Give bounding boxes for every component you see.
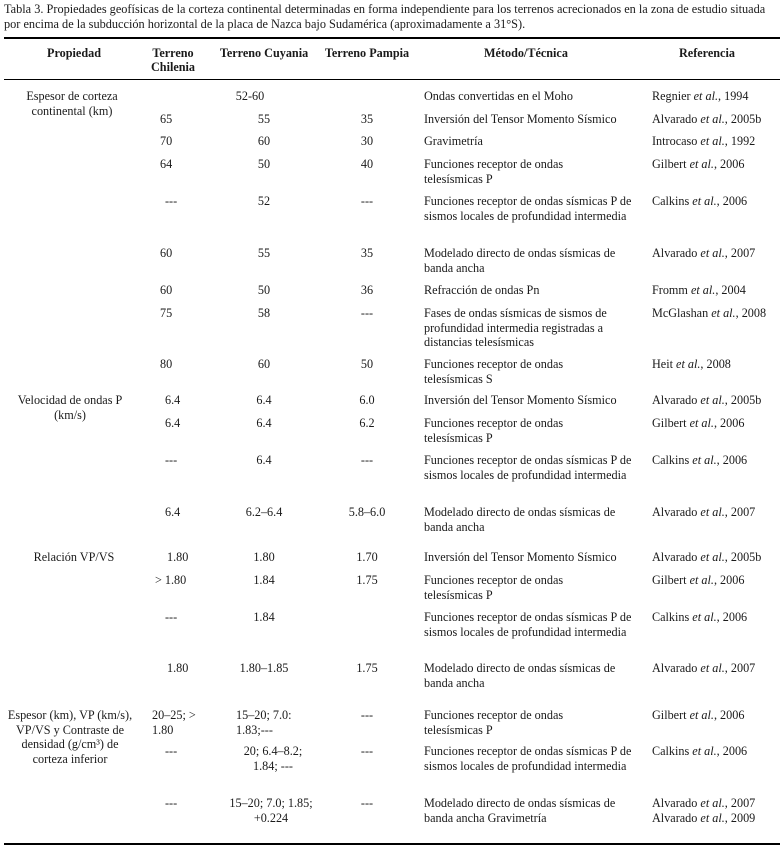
cell-pampia: --- xyxy=(360,744,374,758)
cell-metodo: Funciones receptor de ondas telesísmicas P xyxy=(424,157,564,186)
cell-referencia xyxy=(652,194,780,209)
ref-line xyxy=(652,796,780,811)
cell-cuyania: 6.2–6.4 xyxy=(245,505,283,519)
cell-referencia xyxy=(652,416,780,431)
cell-referencia xyxy=(652,393,780,408)
ref-year: , 2007 xyxy=(724,246,756,260)
cell-chilenia: 65 xyxy=(160,112,173,126)
cell-chilenia: > 1.80 xyxy=(155,573,187,587)
cell-cuyania: 52-60 xyxy=(235,89,265,103)
cell-referencia xyxy=(652,610,780,625)
cell-cuyania: 52 xyxy=(257,194,271,208)
cell-metodo: Inversión del Tensor Momento Sísmico xyxy=(424,112,617,126)
cell-referencia xyxy=(652,550,780,565)
ref-etal: et al. xyxy=(700,393,725,407)
cell-pampia: --- xyxy=(360,453,374,467)
cell-chilenia: 20–25; > 1.80 xyxy=(152,708,196,737)
cell-metodo: Funciones receptor de ondas sísmicas P de sismos locales de profundidad intermedia xyxy=(424,744,632,773)
cell-cuyania: 55 xyxy=(257,246,271,260)
bottom-rule xyxy=(4,843,780,845)
ref-year: , 2008 xyxy=(735,306,767,320)
ref-year: , 2005b xyxy=(724,112,762,126)
cell-chilenia: 60 xyxy=(160,283,173,297)
cell-pampia: 30 xyxy=(360,134,374,148)
cell-metodo: Inversión del Tensor Momento Sísmico xyxy=(424,393,617,407)
ref-author: Calkins xyxy=(652,194,690,208)
ref-author: Alvarado xyxy=(652,112,698,126)
ref-etal: et al. xyxy=(692,194,717,208)
cell-cuyania: 6.4 xyxy=(256,453,272,467)
cell-metodo: Funciones receptor de ondas telesísmicas P xyxy=(424,573,564,602)
cell-referencia xyxy=(652,505,780,520)
ref-author: Alvarado xyxy=(652,393,698,407)
cell-pampia: --- xyxy=(360,796,374,810)
cell-metodo: Funciones receptor de ondas telesísmicas P xyxy=(424,708,564,737)
cell-metodo: Fases de ondas sísmicas de sismos de profundidad intermedia registradas a distancias telesísmicas xyxy=(424,306,607,349)
cell-pampia: 35 xyxy=(360,246,374,260)
cell-pampia: 35 xyxy=(360,112,374,126)
ref-author: Alvarado xyxy=(652,810,698,825)
ref-author: Fromm xyxy=(652,283,688,297)
ref-year: , 2006 xyxy=(713,157,745,171)
ref-author: Heit xyxy=(652,357,673,371)
cell-cuyania: 58 xyxy=(257,306,271,320)
cell-chilenia: --- xyxy=(165,453,178,467)
header-rule xyxy=(4,79,780,80)
cell-cuyania: 6.4 xyxy=(256,416,272,430)
ref-etal: et al. xyxy=(700,246,725,260)
cell-chilenia: --- xyxy=(165,744,178,758)
cell-referencia xyxy=(652,157,780,172)
ref-year: , 2007 xyxy=(724,796,756,810)
cell-referencia xyxy=(652,112,780,127)
cell-cuyania: 15–20; 7.0: 1.83;--- xyxy=(236,708,292,737)
ref-year: , 2005b xyxy=(724,550,762,564)
cell-chilenia: 80 xyxy=(160,357,173,371)
ref-etal: et al. xyxy=(693,89,719,103)
ref-etal: et al. xyxy=(676,357,701,371)
ref-author: Calkins xyxy=(652,610,690,624)
cell-metodo: Funciones receptor de ondas telesísmicas S xyxy=(424,357,564,386)
ref-etal: et al. xyxy=(689,708,714,722)
cell-metodo: Modelado directo de ondas sísmicas de banda ancha Gravimetría xyxy=(424,796,616,825)
cell-metodo: Funciones receptor de ondas sísmicas P de sismos locales de profundidad intermedia xyxy=(424,610,632,639)
ref-etal: et al. xyxy=(689,573,714,587)
cell-pampia: 6.0 xyxy=(359,393,375,407)
ref-etal: et al. xyxy=(692,744,717,758)
cell-chilenia: 1.80 xyxy=(167,661,189,675)
top-rule xyxy=(4,37,780,39)
ref-year: , 2007 xyxy=(724,661,756,675)
ref-year: , 2009 xyxy=(724,810,756,825)
ref-etal: et al. xyxy=(700,112,725,126)
ref-year: , 2006 xyxy=(716,194,748,208)
cell-pampia: --- xyxy=(360,194,374,208)
ref-author: Gilbert xyxy=(652,157,687,171)
cell-metodo: Inversión del Tensor Momento Sísmico xyxy=(424,550,617,564)
property-espesor: Espesor de corteza continental (km) xyxy=(26,89,118,118)
cell-referencia xyxy=(652,744,780,759)
cell-referencia xyxy=(652,573,780,588)
cell-cuyania: 6.4 xyxy=(256,393,272,407)
cell-chilenia: --- xyxy=(165,194,178,208)
ref-year: , 2007 xyxy=(724,505,756,519)
ref-etal: et al. xyxy=(700,505,725,519)
cell-chilenia: 64 xyxy=(160,157,173,171)
cell-chilenia: 6.4 xyxy=(165,505,181,519)
cell-metodo: Refracción de ondas Pn xyxy=(424,283,540,297)
cell-metodo: Modelado directo de ondas sísmicas de banda ancha xyxy=(424,246,616,275)
cell-pampia: 1.70 xyxy=(356,550,378,564)
property-corteza-inferior: Espesor (km), VP (km/s), VP/VS y Contraste de densidad (g/cm³) de corteza inferior xyxy=(7,708,133,766)
ref-year: , 2006 xyxy=(716,744,748,758)
ref-etal: et al. xyxy=(700,796,725,810)
cell-referencia xyxy=(652,708,780,723)
ref-etal: et al. xyxy=(692,453,717,467)
header-chilenia: Terreno Chilenia xyxy=(150,46,196,74)
cell-cuyania: 60 xyxy=(257,134,271,148)
cell-pampia: 6.2 xyxy=(359,416,375,430)
ref-author: McGlashan xyxy=(652,306,709,320)
header-cuyania: Terreno Cuyania xyxy=(219,46,309,60)
cell-metodo: Funciones receptor de ondas sísmicas P de sismos locales de profundidad intermedia xyxy=(424,194,632,223)
cell-cuyania: 1.84 xyxy=(253,573,275,587)
cell-referencia xyxy=(652,134,780,149)
cell-cuyania: 15–20; 7.0; 1.85; +0.224 xyxy=(229,796,313,825)
cell-metodo: Gravimetría xyxy=(424,134,483,148)
ref-year: , 2008 xyxy=(700,357,731,371)
cell-referencia xyxy=(652,357,780,372)
cell-chilenia: 6.4 xyxy=(165,416,181,430)
ref-etal: et al. xyxy=(700,810,725,825)
ref-author: Regnier xyxy=(652,89,691,103)
cell-chilenia: 70 xyxy=(160,134,173,148)
cell-metodo: Funciones receptor de ondas sísmicas P de sismos locales de profundidad intermedia xyxy=(424,453,632,482)
cell-chilenia: --- xyxy=(165,610,178,624)
cell-chilenia: 1.80 xyxy=(167,550,189,564)
ref-author: Alvarado xyxy=(652,246,698,260)
cell-referencia xyxy=(652,453,780,468)
ref-year: , 2004 xyxy=(715,283,746,297)
cell-chilenia: 75 xyxy=(160,306,173,320)
ref-author: Gilbert xyxy=(652,573,687,587)
header-metodo: Método/Técnica xyxy=(484,46,568,60)
ref-year: , 1994 xyxy=(718,89,749,103)
ref-etal: et al. xyxy=(692,610,717,624)
ref-author: Calkins xyxy=(652,744,690,758)
ref-etal: et al. xyxy=(700,550,725,564)
ref-etal: et al. xyxy=(700,661,725,675)
cell-chilenia: 60 xyxy=(160,246,173,260)
ref-author: Alvarado xyxy=(652,796,698,810)
cell-metodo: Ondas convertidas en el Moho xyxy=(424,89,573,103)
ref-year: , 2006 xyxy=(713,416,745,430)
cell-chilenia: 6.4 xyxy=(165,393,181,407)
cell-referencia xyxy=(652,796,780,825)
cell-cuyania: 1.84 xyxy=(253,610,275,624)
ref-author: Gilbert xyxy=(652,708,687,722)
header-pampia: Terreno Pampia xyxy=(324,46,410,60)
cell-pampia: 1.75 xyxy=(356,573,378,587)
ref-year: , 2005b xyxy=(724,393,762,407)
cell-metodo: Modelado directo de ondas sísmicas de banda ancha xyxy=(424,661,616,690)
header-referencia: Referencia xyxy=(679,46,735,60)
ref-etal: et al. xyxy=(689,157,714,171)
cell-chilenia: --- xyxy=(165,796,178,810)
cell-cuyania: 60 xyxy=(257,357,271,371)
cell-metodo: Modelado directo de ondas sísmicas de banda ancha xyxy=(424,505,616,534)
table-caption: Tabla 3. Propiedades geofísicas de la corteza continental determinadas en forma independiente para los terrenos acrecionados en la zona de estudio situada por encima de la subducción horizontal de la placa de Nazca bajo Sudamérica (aproximadamente a 31°S). xyxy=(4,2,766,31)
ref-year: , 2006 xyxy=(716,453,748,467)
cell-metodo: Funciones receptor de ondas telesísmicas P xyxy=(424,416,564,445)
ref-line xyxy=(652,811,780,826)
ref-year: , 2006 xyxy=(713,573,745,587)
property-velocidad: Velocidad de ondas P (km/s) xyxy=(17,393,123,422)
cell-cuyania: 20; 6.4–8.2; 1.84; --- xyxy=(243,744,303,773)
cell-referencia xyxy=(652,306,780,321)
ref-author: Alvarado xyxy=(652,550,698,564)
cell-cuyania: 1.80–1.85 xyxy=(239,661,289,675)
ref-year: , 1992 xyxy=(724,134,756,148)
cell-pampia: 40 xyxy=(360,157,374,171)
cell-pampia: --- xyxy=(360,708,374,722)
cell-pampia: 50 xyxy=(360,357,374,371)
ref-author: Calkins xyxy=(652,453,690,467)
ref-author: Alvarado xyxy=(652,661,698,675)
ref-etal: et al. xyxy=(690,283,716,297)
cell-cuyania: 50 xyxy=(257,157,271,171)
cell-pampia: 1.75 xyxy=(356,661,378,675)
cell-cuyania: 50 xyxy=(257,283,271,297)
cell-referencia xyxy=(652,661,780,676)
cell-referencia xyxy=(652,283,780,298)
ref-author: Introcaso xyxy=(652,134,698,148)
cell-pampia: 5.8–6.0 xyxy=(348,505,386,519)
header-propiedad: Propiedad xyxy=(47,46,101,60)
property-relacion: Relación VP/VS xyxy=(33,550,115,564)
ref-etal: et al. xyxy=(689,416,714,430)
cell-pampia: 36 xyxy=(360,283,374,297)
ref-etal: et al. xyxy=(700,134,725,148)
ref-year: , 2006 xyxy=(713,708,745,722)
cell-cuyania: 1.80 xyxy=(253,550,275,564)
ref-etal: et al. xyxy=(711,306,736,320)
ref-author: Alvarado xyxy=(652,505,698,519)
cell-pampia: --- xyxy=(360,306,374,320)
cell-referencia xyxy=(652,246,780,261)
cell-cuyania: 55 xyxy=(257,112,271,126)
cell-referencia xyxy=(652,89,780,104)
ref-year: , 2006 xyxy=(716,610,748,624)
ref-author: Gilbert xyxy=(652,416,687,430)
